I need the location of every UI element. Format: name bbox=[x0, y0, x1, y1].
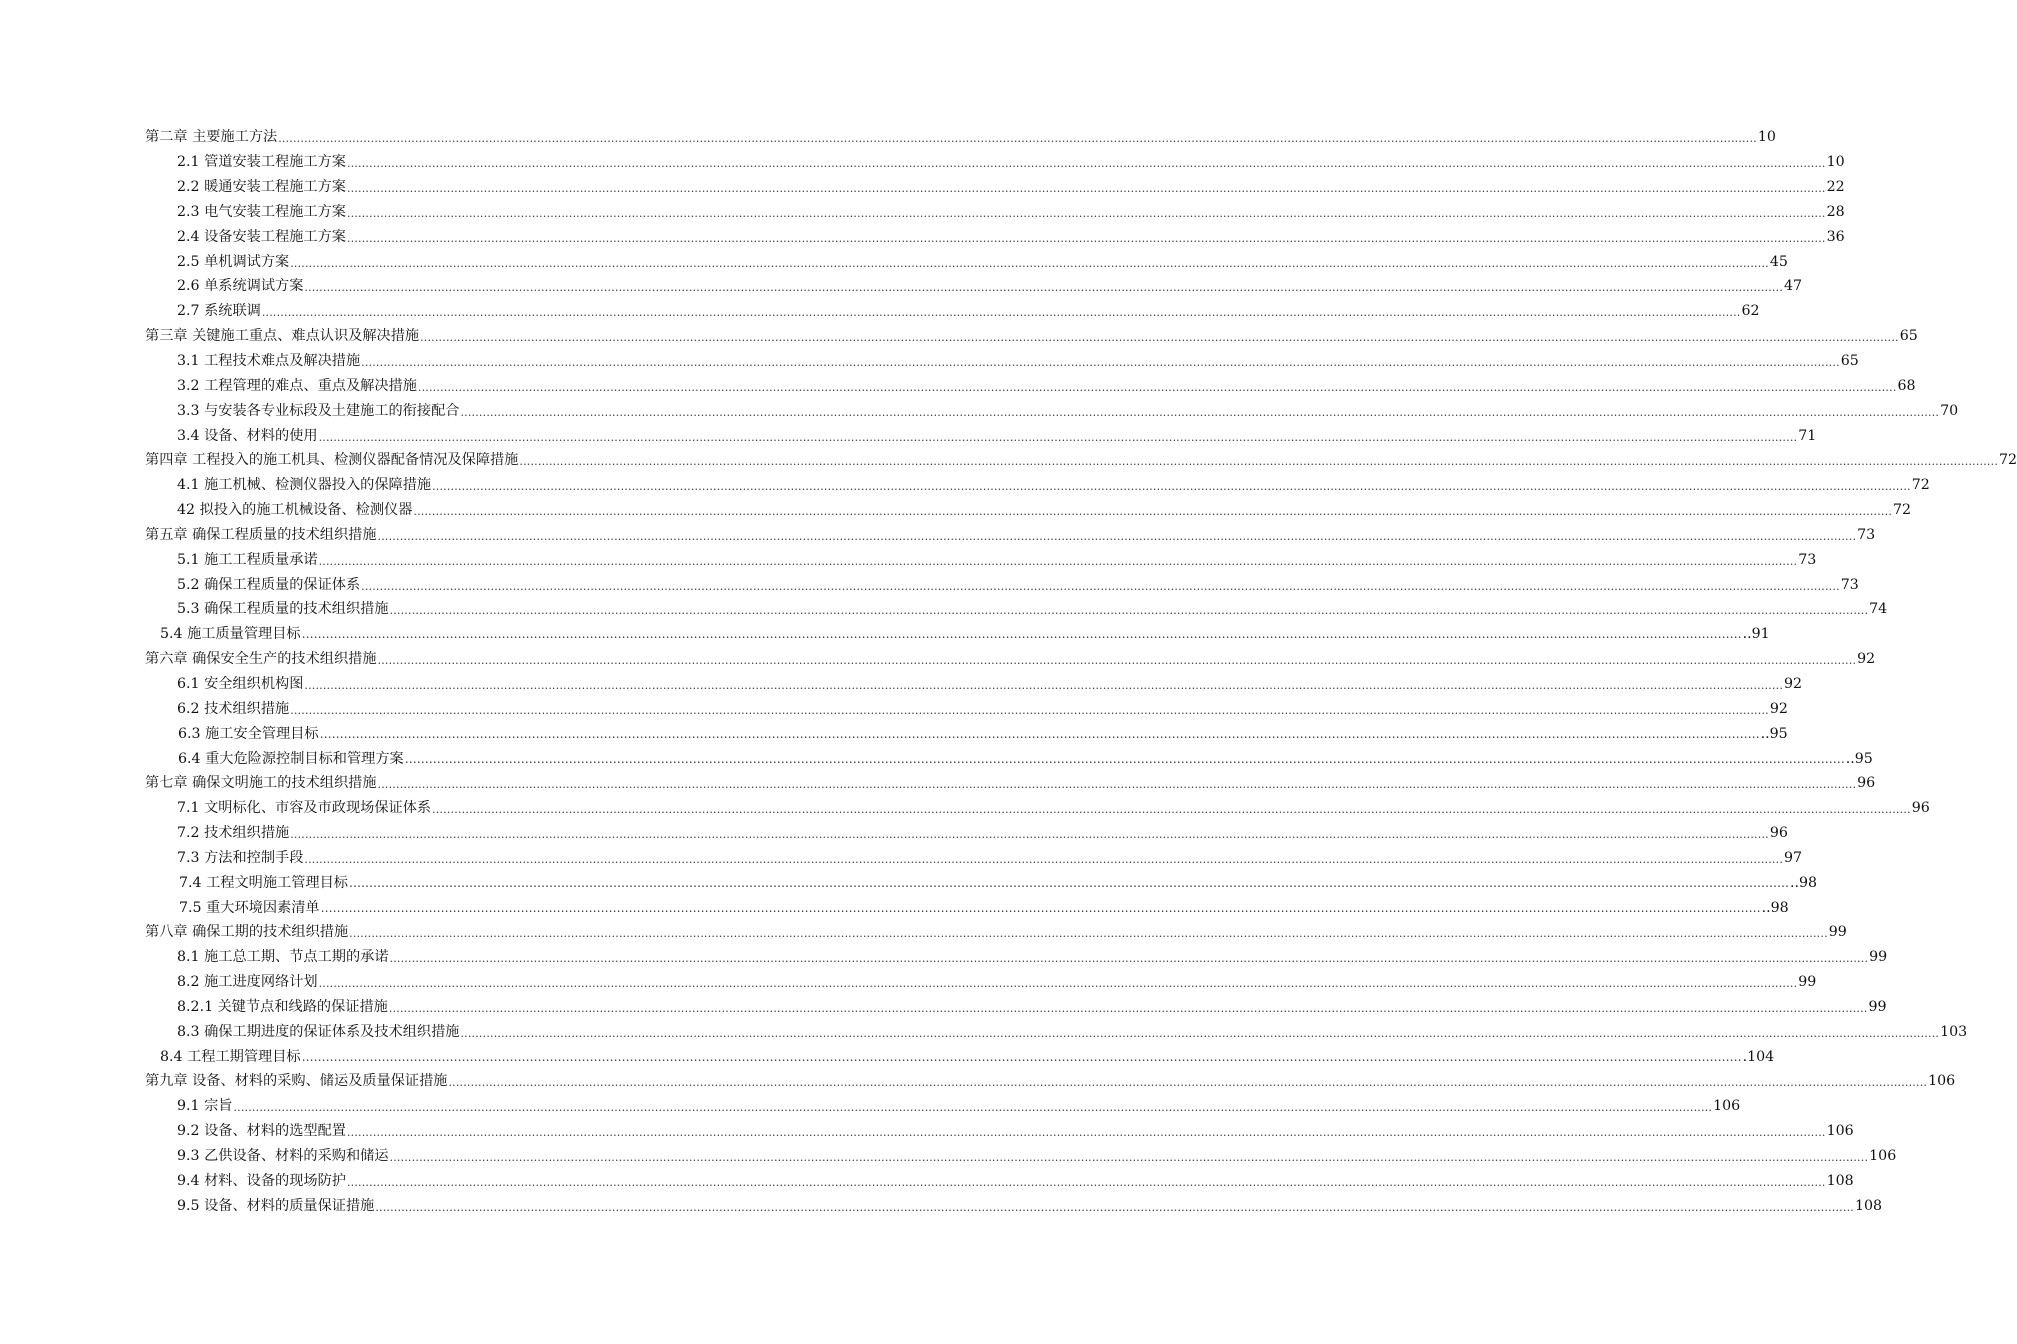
toc-entry-title: 42 拟投入的施工机械设备、检测仪器 bbox=[177, 502, 413, 519]
toc-page-number: 92 bbox=[1857, 651, 1876, 668]
toc-dot-leader: ................................................................................................................................................................................................................................................................................................................................................................................................................ bbox=[389, 952, 1869, 966]
toc-entry-title: 7.5 重大环境因素清单 bbox=[179, 899, 320, 916]
toc-entry-title: 3.1 工程技术难点及解决措施 bbox=[177, 353, 361, 370]
toc-section-entry[interactable] bbox=[0, 970, 1817, 995]
toc-dot-leader: ................................................................................................................................................................................................................................................................................................................................................................................................................ bbox=[318, 554, 1798, 568]
toc-page-number: 36 bbox=[1826, 228, 1845, 245]
toc-entry-title: 6.3 施工安全管理目标 bbox=[178, 725, 319, 742]
toc-section-entry[interactable] bbox=[0, 746, 1873, 771]
toc-section-entry[interactable] bbox=[0, 796, 1930, 821]
toc-entry-title: 2.1 管道安装工程施工方案 bbox=[177, 154, 346, 171]
toc-page-number: 28 bbox=[1826, 203, 1845, 220]
toc-dot-leader: ................................................................................................................................................................................................................................................................................................................................................................................................................ bbox=[413, 505, 1893, 519]
toc-page-number: 72 bbox=[1893, 502, 1912, 519]
toc-dot-leader: ................................................................................................................................................................................................................................................................................................................................................................................................................ bbox=[460, 1026, 1940, 1040]
toc-dot-leader: ……………………………………………………………………………………………………………………………………………………………………………………………………………………………………………………………………………………………………………………………… bbox=[320, 900, 1761, 915]
toc-dot-leader: ................................................................................................................................................................................................................................................................................................................................................................................................................ bbox=[375, 1200, 1854, 1214]
toc-page-number: 106 bbox=[1713, 1098, 1741, 1115]
toc-page-number: 10 bbox=[1757, 129, 1776, 146]
toc-page-number: 74 bbox=[1869, 601, 1888, 618]
toc-section-entry[interactable] bbox=[0, 895, 1789, 920]
toc-entry-title: 2.3 电气安装工程施工方案 bbox=[177, 203, 346, 220]
toc-dot-leader: ................................................................................................................................................................................................................................................................................................................................................................................................................ bbox=[420, 331, 1899, 345]
toc-page-number: 22 bbox=[1826, 179, 1845, 196]
toc-dot-leader: ................................................................................................................................................................................................................................................................................................................................................................................................................ bbox=[278, 132, 1757, 146]
toc-page-number: ..95 bbox=[1760, 725, 1788, 742]
toc-dot-leader: ................................................................................................................................................................................................................................................................................................................................................................................................................ bbox=[318, 977, 1798, 991]
toc-page-number: 99 bbox=[1828, 924, 1847, 941]
toc-entry-title: 第八章 确保工期的技术组织措施 bbox=[145, 924, 349, 941]
toc-chapter-entry[interactable] bbox=[0, 125, 1776, 150]
toc-section-entry[interactable] bbox=[0, 1193, 1883, 1218]
toc-chapter-entry[interactable] bbox=[0, 448, 2017, 473]
toc-page-number: 62 bbox=[1741, 303, 1760, 320]
toc-chapter-entry[interactable] bbox=[0, 1069, 1956, 1094]
toc-dot-leader: ................................................................................................................................................................................................................................................................................................................................................................................................................ bbox=[304, 852, 1784, 866]
toc-dot-leader: ................................................................................................................................................................................................................................................................................................................................................................................................................ bbox=[346, 1126, 1826, 1140]
toc-page-number: 65 bbox=[1840, 353, 1859, 370]
toc-dot-leader: ................................................................................................................................................................................................................................................................................................................................................................................................................ bbox=[261, 306, 1741, 320]
toc-dot-leader: ................................................................................................................................................................................................................................................................................................................................................................................................................ bbox=[432, 803, 1911, 817]
toc-entry-title: 7.3 方法和控制手段 bbox=[177, 849, 304, 866]
toc-entry-title: 第七章 确保文明施工的技术组织措施 bbox=[145, 775, 377, 792]
toc-page-number: .104 bbox=[1742, 1048, 1775, 1065]
toc-section-entry[interactable] bbox=[0, 721, 1788, 746]
toc-section-entry[interactable] bbox=[0, 498, 1912, 523]
toc-page-number: 72 bbox=[1999, 452, 2017, 469]
toc-entry-title: 2.6 单系统调试方案 bbox=[177, 278, 304, 295]
toc-entry-title: 6.4 重大危险源控制目标和管理方案 bbox=[178, 750, 404, 767]
toc-section-entry[interactable] bbox=[0, 597, 1888, 622]
toc-entry-title: 8.2.1 关键节点和线路的保证措施 bbox=[177, 998, 388, 1015]
toc-entry-title: 8.4 工程工期管理目标 bbox=[160, 1048, 301, 1065]
toc-dot-leader: ……………………………………………………………………………………………………………………………………………………………………………………………………………………………………………………………………………………………………………………………… bbox=[348, 875, 1789, 890]
toc-page-number: 71 bbox=[1798, 427, 1817, 444]
toc-dot-leader: ................................................................................................................................................................................................................................................................................................................................................................................................................ bbox=[346, 1175, 1826, 1189]
toc-entry-title: 5.2 确保工程质量的保证体系 bbox=[177, 576, 361, 593]
toc-dot-leader: ................................................................................................................................................................................................................................................................................................................................................................................................................ bbox=[290, 703, 1769, 717]
toc-dot-leader: ................................................................................................................................................................................................................................................................................................................................................................................................................ bbox=[361, 356, 1840, 370]
toc-entry-title: 7.1 文明标化、市容及市政现场保证体系 bbox=[177, 800, 432, 817]
toc-section-entry[interactable] bbox=[0, 672, 1803, 697]
toc-entry-title: 5.1 施工工程质量承诺 bbox=[177, 551, 318, 568]
toc-chapter-entry[interactable] bbox=[0, 920, 1847, 945]
toc-section-entry[interactable] bbox=[0, 398, 1959, 423]
toc-dot-leader: ................................................................................................................................................................................................................................................................................................................................................................................................................ bbox=[290, 828, 1769, 842]
toc-entry-title: 5.3 确保工程质量的技术组织措施 bbox=[177, 601, 389, 618]
toc-page-number: 68 bbox=[1897, 377, 1916, 394]
toc-dot-leader: ................................................................................................................................................................................................................................................................................................................................................................................................................ bbox=[346, 206, 1826, 220]
toc-page-number: 70 bbox=[1940, 402, 1959, 419]
toc-page-number: 96 bbox=[1769, 825, 1788, 842]
toc-entry-title: 2.7 系统联调 bbox=[177, 303, 261, 320]
toc-page-number: 45 bbox=[1769, 253, 1788, 270]
toc-page-number: 106 bbox=[1826, 1123, 1854, 1140]
toc-entry-title: 3.3 与安装各专业标段及土建施工的衔接配合 bbox=[177, 402, 460, 419]
toc-dot-leader: ................................................................................................................................................................................................................................................................................................................................................................................................................ bbox=[388, 1001, 1868, 1015]
toc-dot-leader: ……………………………………………………………………………………………………………………………………………………………………………………………………………………………………………………………………………………………………………………………… bbox=[301, 627, 1742, 642]
toc-page-number: 99 bbox=[1798, 974, 1817, 991]
toc-section-entry[interactable] bbox=[0, 423, 1817, 448]
toc-entry-title: 9.2 设备、材料的选型配置 bbox=[177, 1123, 346, 1140]
toc-page-number: 106 bbox=[1928, 1073, 1956, 1090]
toc-chapter-entry[interactable] bbox=[0, 324, 1918, 349]
toc-dot-leader: ................................................................................................................................................................................................................................................................................................................................................................................................................ bbox=[519, 455, 1999, 469]
toc-page-number: ..98 bbox=[1789, 874, 1818, 891]
toc-dot-leader: ……………………………………………………………………………………………………………………………………………………………………………………………………………………………………………………………………………………………………………………………… bbox=[319, 726, 1760, 741]
toc-section-entry[interactable] bbox=[0, 200, 1845, 225]
toc-section-entry[interactable] bbox=[0, 299, 1760, 324]
toc-entry-title: 3.2 工程管理的难点、重点及解决措施 bbox=[177, 377, 417, 394]
toc-section-entry[interactable] bbox=[0, 696, 1788, 721]
toc-dot-leader: ................................................................................................................................................................................................................................................................................................................................................................................................................ bbox=[432, 480, 1911, 494]
toc-page-number: 92 bbox=[1784, 675, 1803, 692]
toc-entry-title: 9.5 设备、材料的质量保证措施 bbox=[177, 1197, 375, 1214]
toc-dot-leader: ................................................................................................................................................................................................................................................................................................................................................................................................................ bbox=[361, 579, 1840, 593]
toc-dot-leader: ................................................................................................................................................................................................................................................................................................................................................................................................................ bbox=[346, 182, 1826, 196]
toc-dot-leader: ................................................................................................................................................................................................................................................................................................................................................................................................................ bbox=[304, 281, 1784, 295]
toc-entry-title: 第六章 确保安全生产的技术组织措施 bbox=[145, 651, 377, 668]
toc-section-entry[interactable] bbox=[0, 1019, 1968, 1044]
toc-entry-title: 第三章 关键施工重点、难点认识及解决措施 bbox=[145, 328, 420, 345]
toc-section-entry[interactable] bbox=[0, 622, 1770, 647]
toc-chapter-entry[interactable] bbox=[0, 771, 1876, 796]
toc-section-entry[interactable] bbox=[0, 249, 1788, 274]
toc-dot-leader: ................................................................................................................................................................................................................................................................................................................................................................................................................ bbox=[377, 654, 1857, 668]
toc-dot-leader: ................................................................................................................................................................................................................................................................................................................................................................................................................ bbox=[290, 256, 1769, 270]
toc-dot-leader: ................................................................................................................................................................................................................................................................................................................................................................................................................ bbox=[460, 405, 1940, 419]
toc-section-entry[interactable] bbox=[0, 572, 1859, 597]
toc-dot-leader: ……………………………………………………………………………………………………………………………………………………………………………………………………………………………………………………………………………………………………………………………… bbox=[404, 751, 1845, 766]
toc-page-number: 73 bbox=[1857, 526, 1876, 543]
toc-entry-title: 7.2 技术组织措施 bbox=[177, 825, 290, 842]
toc-page-number: ..95 bbox=[1845, 750, 1873, 767]
toc-section-entry[interactable] bbox=[0, 547, 1817, 572]
toc-chapter-entry[interactable] bbox=[0, 647, 1876, 672]
toc-entry-title: 2.2 暖通安装工程施工方案 bbox=[177, 179, 346, 196]
toc-dot-leader: ................................................................................................................................................................................................................................................................................................................................................................................................................ bbox=[318, 430, 1798, 444]
toc-page-number: ..98 bbox=[1761, 899, 1789, 916]
toc-section-entry[interactable] bbox=[0, 870, 1818, 895]
toc-dot-leader: ................................................................................................................................................................................................................................................................................................................................................................................................................ bbox=[377, 529, 1857, 543]
toc-entry-title: 9.1 宗旨 bbox=[177, 1098, 233, 1115]
toc-entry-title: 3.4 设备、材料的使用 bbox=[177, 427, 318, 444]
toc-page-number: 65 bbox=[1899, 328, 1918, 345]
toc-section-entry[interactable] bbox=[0, 274, 1803, 299]
toc-entry-title: 9.4 材料、设备的现场防护 bbox=[177, 1172, 346, 1189]
toc-dot-leader: ................................................................................................................................................................................................................................................................................................................................................................................................................ bbox=[448, 1076, 1928, 1090]
toc-page-number: 99 bbox=[1869, 949, 1888, 966]
toc-page-number: ..91 bbox=[1742, 626, 1770, 643]
toc-dot-leader: ................................................................................................................................................................................................................................................................................................................................................................................................................ bbox=[304, 678, 1784, 692]
toc-page-number: 108 bbox=[1826, 1172, 1854, 1189]
toc-page-number: 47 bbox=[1784, 278, 1803, 295]
toc-entry-title: 2.5 单机调试方案 bbox=[177, 253, 290, 270]
toc-section-entry[interactable] bbox=[0, 224, 1845, 249]
toc-entry-title: 9.3 乙供设备、材料的采购和储运 bbox=[177, 1148, 389, 1165]
toc-page-number: 10 bbox=[1826, 154, 1845, 171]
toc-section-entry[interactable] bbox=[0, 373, 1916, 398]
toc-entry-title: 2.4 设备安装工程施工方案 bbox=[177, 228, 346, 245]
toc-page-number: 73 bbox=[1840, 576, 1859, 593]
toc-entry-title: 8.2 施工进度网络计划 bbox=[177, 974, 318, 991]
toc-section-entry[interactable] bbox=[0, 1044, 1775, 1069]
toc-page-number: 106 bbox=[1869, 1148, 1897, 1165]
toc-page-number: 108 bbox=[1854, 1197, 1883, 1214]
toc-page-number: 97 bbox=[1784, 849, 1803, 866]
toc-entry-title: 第九章 设备、材料的采购、储运及质量保证措施 bbox=[145, 1073, 448, 1090]
toc-entry-title: 第四章 工程投入的施工机具、检测仪器配备情况及保障措施 bbox=[145, 452, 519, 469]
toc-section-entry[interactable] bbox=[0, 175, 1845, 200]
toc-page-number: 103 bbox=[1940, 1023, 1968, 1040]
toc-section-entry[interactable] bbox=[0, 473, 1930, 498]
toc-section-entry[interactable] bbox=[0, 995, 1887, 1020]
toc-dot-leader: ................................................................................................................................................................................................................................................................................................................................................................................................................ bbox=[346, 231, 1826, 245]
toc-dot-leader: ................................................................................................................................................................................................................................................................................................................................................................................................................ bbox=[377, 778, 1857, 792]
toc-dot-leader: ……………………………………………………………………………………………………………………………………………………………………………………………………………………………………………………………………………………………………………………………… bbox=[301, 1049, 1742, 1064]
toc-entry-title: 第二章 主要施工方法 bbox=[145, 129, 278, 146]
toc-chapter-entry[interactable] bbox=[0, 523, 1876, 548]
toc-entry-title: 第五章 确保工程质量的技术组织措施 bbox=[145, 526, 377, 543]
toc-section-entry[interactable] bbox=[0, 1094, 1741, 1119]
toc-dot-leader: ................................................................................................................................................................................................................................................................................................................................................................................................................ bbox=[389, 604, 1869, 618]
toc-entry-title: 8.3 确保工期进度的保证体系及技术组织措施 bbox=[177, 1023, 460, 1040]
toc-dot-leader: ................................................................................................................................................................................................................................................................................................................................................................................................................ bbox=[346, 157, 1826, 171]
toc-section-entry[interactable] bbox=[0, 1144, 1897, 1169]
toc-entry-title: 6.1 安全组织机构图 bbox=[177, 675, 304, 692]
toc-entry-title: 8.1 施工总工期、节点工期的承诺 bbox=[177, 949, 389, 966]
toc-page-number: 96 bbox=[1857, 775, 1876, 792]
toc-section-entry[interactable] bbox=[0, 150, 1845, 175]
toc-entry-title: 4.1 施工机械、检测仪器投入的保障措施 bbox=[177, 477, 432, 494]
toc-page-number: 99 bbox=[1868, 998, 1887, 1015]
toc-page-number: 72 bbox=[1911, 477, 1930, 494]
toc-page-number: 73 bbox=[1798, 551, 1817, 568]
toc-dot-leader: ................................................................................................................................................................................................................................................................................................................................................................................................................ bbox=[389, 1151, 1869, 1165]
toc-page-number: 96 bbox=[1911, 800, 1930, 817]
toc-section-entry[interactable] bbox=[0, 945, 1888, 970]
toc-dot-leader: ................................................................................................................................................................................................................................................................................................................................................................................................................ bbox=[349, 927, 1828, 941]
table-of-contents bbox=[0, 125, 2017, 1218]
toc-section-entry[interactable] bbox=[0, 1168, 1854, 1193]
toc-entry-title: 6.2 技术组织措施 bbox=[177, 700, 290, 717]
toc-dot-leader: ................................................................................................................................................................................................................................................................................................................................................................................................................ bbox=[233, 1101, 1713, 1115]
toc-entry-title: 5.4 施工质量管理目标 bbox=[160, 626, 301, 643]
toc-entry-title: 7.4 工程文明施工管理目标 bbox=[179, 874, 348, 891]
toc-page-number: 92 bbox=[1769, 700, 1788, 717]
toc-section-entry[interactable] bbox=[0, 1119, 1854, 1144]
toc-section-entry[interactable] bbox=[0, 821, 1788, 846]
toc-dot-leader: ................................................................................................................................................................................................................................................................................................................................................................................................................ bbox=[417, 380, 1897, 394]
toc-section-entry[interactable] bbox=[0, 845, 1803, 870]
toc-section-entry[interactable] bbox=[0, 349, 1859, 374]
